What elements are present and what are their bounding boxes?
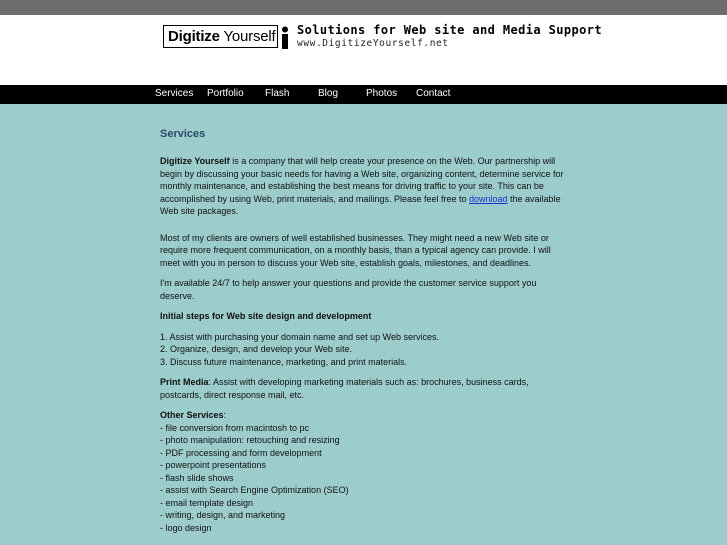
nav-item-services[interactable]: Services (155, 88, 194, 99)
list-item: - photo manipulation: retouching and resizing (160, 435, 340, 445)
tagline: Solutions for Web site and Media Support (297, 23, 602, 37)
other-services-heading: Other Services: (160, 410, 227, 420)
list-item: - flash slide shows (160, 472, 234, 483)
list-item: - powerpoint presentations (160, 460, 267, 470)
header (0, 15, 727, 85)
steps-list (160, 331, 570, 369)
nav-item-contact[interactable]: Contact (416, 88, 451, 99)
intro-paragraph: Digitize Yourself is a company that will help create your presence on the Web. Our partnership will begin by discussing your basic needs for having a Web site, organizing content, determine service for monthly maintenance, and establishing the best means for driving traffic to your site. This can be accomplished by using Web, print materials, and mailings. Please feel free to download the available Web site packages. (160, 156, 564, 216)
list-item: - PDF processing and form development (160, 447, 322, 458)
list-item: - file conversion from macintosh to pc (160, 422, 310, 433)
list-item: - email template design (160, 497, 254, 508)
download-link[interactable]: download (469, 193, 508, 204)
print-media-paragraph: Print Media: Assist with developing marketing materials such as: brochures, business cards, postcards, direct response mail, etc. (160, 377, 529, 400)
availability-paragraph: I'm available 24/7 to help answer your questions and provide the customer service support you deserve. (160, 278, 537, 301)
list-item: 1. Assist with purchasing your domain name and set up Web services. (160, 331, 439, 342)
steps-heading: Initial steps for Web site design and development (160, 311, 372, 321)
logo-text-bold: Digitize (168, 28, 220, 45)
nav-item-photos[interactable]: Photos (366, 88, 398, 99)
nav-item-flash[interactable]: Flash (265, 88, 290, 99)
company-name: Digitize Yourself (160, 156, 230, 166)
person-icon (280, 26, 290, 50)
other-services (160, 409, 570, 534)
list-item: 3. Discuss future maintenance, marketing, and print materials. (160, 356, 408, 367)
list-item: - logo design (160, 522, 212, 533)
logo-text-regular: Yourself (219, 28, 276, 45)
list-item: - writing, design, and marketing (160, 510, 286, 520)
logo[interactable] (163, 25, 278, 48)
clients-paragraph: Most of my clients are owners of well established businesses. They might need a new Web site or require more frequent communication, on a monthly basis, than a typical agency can provide. I will meet with you in person to discuss your Web site, establish goals, milestones, and deadlines. (160, 232, 551, 268)
site-url: www.DigitizeYourself.net (297, 38, 449, 49)
top-strip (0, 0, 727, 15)
page-title: Services (160, 128, 206, 140)
nav-item-blog[interactable]: Blog (318, 88, 339, 99)
main-content (160, 104, 570, 542)
nav-bar (0, 85, 727, 104)
list-item: 2. Organize, design, and develop your Web site. (160, 344, 352, 354)
list-item: - assist with Search Engine Optimization (SEO) (160, 485, 349, 495)
nav-item-portfolio[interactable]: Portfolio (207, 88, 244, 99)
